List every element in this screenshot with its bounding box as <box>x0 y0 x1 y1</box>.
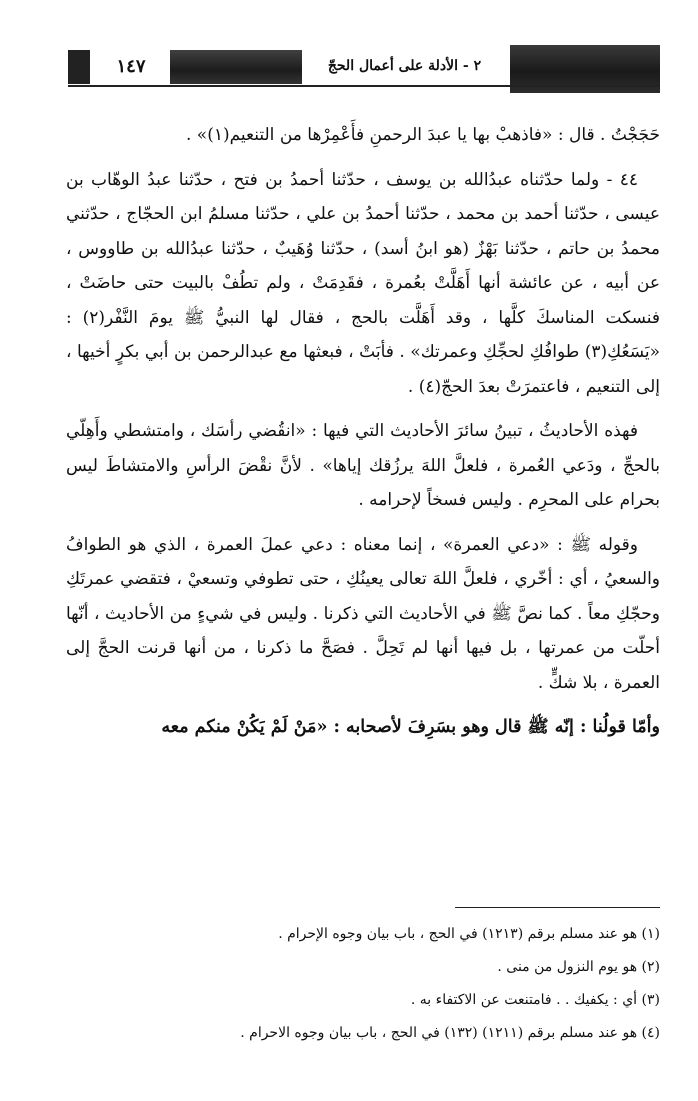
page-number: ١٤٧ <box>116 56 146 77</box>
header-decor-block-middle <box>170 50 302 84</box>
paragraph-explanation: وقوله ﷺ : «دعي العمرة» ، إنما معناه : دعي عملَ العمرة ، الذي هو الطوافُ والسعيُ ، أي : أخّري ، فلعلَّ اللهَ تعالى يعينُكِ ، حتى تطوفي وتسعيْ ، فتقضي عمرتَكِ وحجّكِ معاً . كما نصَّ ﷺ في الأحاديث التي ذكرنا . وليس في شيءٍ من الأحاديث ، أنّها أحلّت من عمرتها ، بل فيها أنها لم تَحِلَّ . فصَحَّ ما ذكرنا ، من أنها قرنت الحجَّ إلى العمرة ، بلا شكٍّ . <box>66 534 660 693</box>
running-title: ٢ - الأدلة على أعمال الحجّ <box>327 58 482 74</box>
paragraph-commentary: فهذه الأحاديثُ ، تبينُ سائرَ الأحاديث التي فيها : «انقُضي رأسَك ، وامتشطي وأَهِلّي بالحجِّ ، ودَعي العُمرة ، فلعلَّ اللهَ يرزُقك إياها» . لأنَّ نقْضَ الرأسِ والامتشاطَ ليس بحرام على المحرِم . وليس فسخاً لإحرامه . <box>66 421 660 510</box>
paragraph-bold-lead: وأمّا قولُنا : إنّه ﷺ قال وهو بسَرِفَ لأصحابه : «مَنْ لَمْ يَكُنْ منكم معه <box>161 717 660 737</box>
footnote-1: (١) هو عند مسلم برقم (١٢١٣) في الحج ، باب بيان وجوه الإحرام . <box>278 926 660 942</box>
header-decor-block-left <box>68 50 90 84</box>
header-rule <box>68 85 660 87</box>
main-text <box>66 118 660 745</box>
footnote-3: (٣) أي : يكفيك . . فامتنعت عن الاكتفاء به . <box>410 992 660 1008</box>
footnote-4: (٤) هو عند مسلم برقم (١٢١١) (١٣٢) في الحج ، باب بيان وجوه الاحرام . <box>240 1025 660 1041</box>
paragraph-continuation: حَجَجْتُ . قال : «فاذهبْ بها يا عبدَ الرحمنِ فأَعْمِرْها من التنعيم(١)» . <box>185 125 660 145</box>
footnote-2: (٢) هو يوم النزول من منى . <box>497 959 660 975</box>
paragraph-hadith-44: ٤٤ - ولما حدّثناه عبدُالله بن يوسف ، حدّثنا أحمدُ بن فتح ، حدّثنا عبدُ الوهّاب بن عيسى ، حدّثنا أحمد بن محمد ، حدّثنا أحمدُ بن علي ، حدّثنا مسلمُ ابن الحجّاج ، حدّثني محمدُ بن حاتم ، حدّثنا بَهْزٌ (هو ابنُ أسد) ، حدّثنا وُهَيبٌ ، حدّثنا عبدُالله بن طاووس ، عن أبيه ، عن عائشة أنها أَهَلَّتْ بعُمرة ، فقَدِمَتْ ، ولم تطُفْ بالبيت حتى حاضَتْ ، فنسكت المناسكَ كلَّها ، وقد أَهَلَّت بالحج ، فقال لها النبيُّ ﷺ يومَ النَّفْر(٢) : «يَسَعُكِ(٣) طوافُكِ لحجِّكِ وعمرتك» . فأبَتْ ، فبعثها مع عبدالرحمن بن أبي بكرٍ أخيها ، إلى التنعيم ، فاعتمرَتْ بعدَ الحجّ(٤) . <box>66 169 661 397</box>
footnotes <box>70 918 660 1050</box>
footnote-rule <box>455 907 660 908</box>
